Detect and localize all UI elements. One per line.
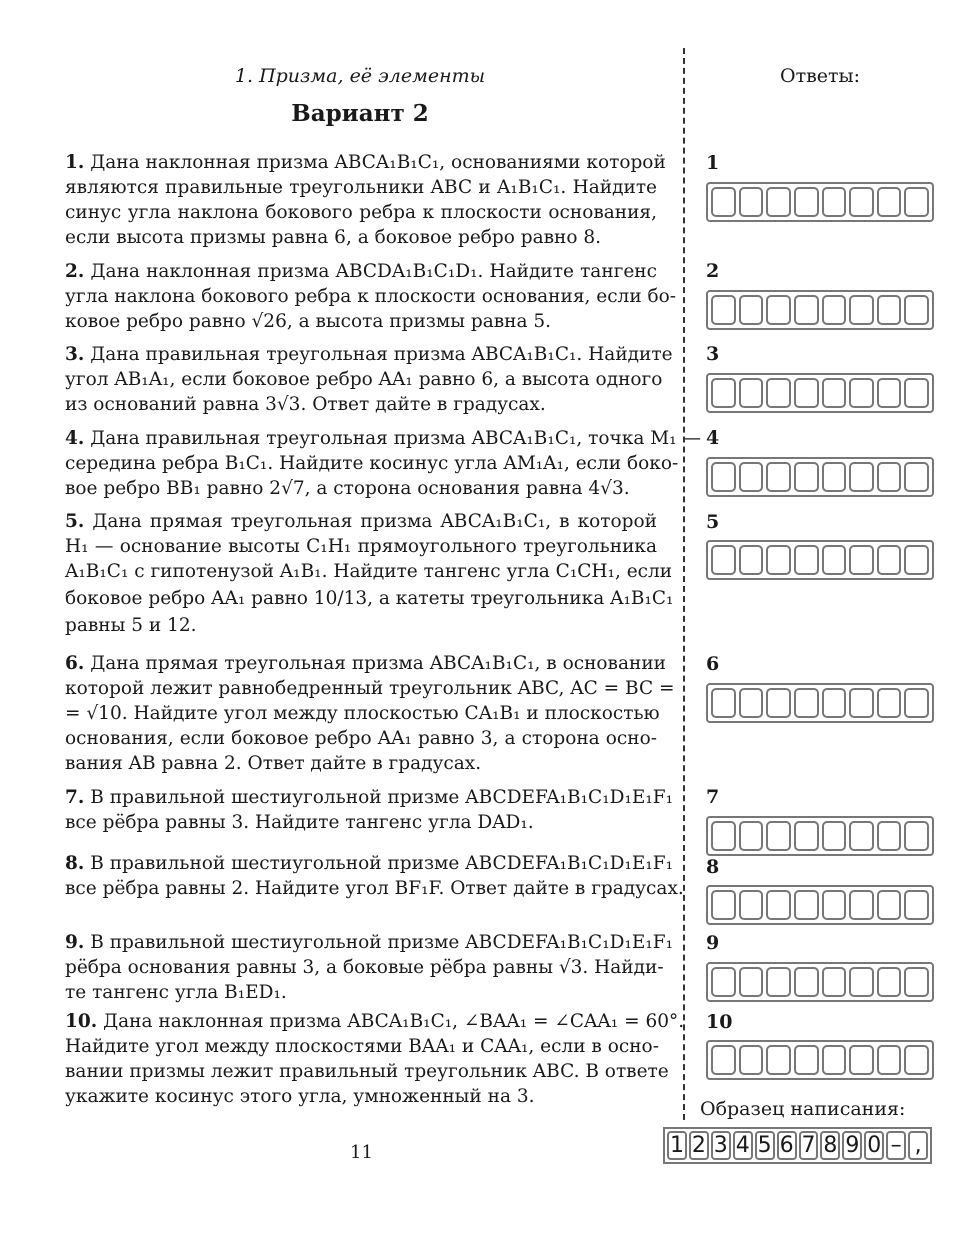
column-divider	[683, 48, 685, 1120]
task-line: те тангенс угла B₁ED₁.	[65, 982, 287, 1003]
task-9	[65, 930, 674, 1005]
task-line: угла наклона бокового ребра к плоскости основания, если бо-	[65, 286, 677, 307]
sample-char: 7	[799, 1131, 819, 1160]
task-line: боковое ребро AA₁ равно 10/13, а катеты треугольника A₁B₁C₁	[65, 588, 674, 609]
sample-char: 8	[820, 1131, 840, 1160]
task-line: рёбра основания равны 3, а боковые рёбра равны √3. Найди-	[65, 957, 664, 978]
answer-field-5[interactable]	[706, 540, 934, 580]
task-line: вое ребро BB₁ равно 2√7, а сторона основания равна 4√3.	[65, 478, 630, 499]
answer-field-9[interactable]	[706, 962, 934, 1002]
answer-label-1: 1	[706, 152, 720, 174]
task-line: Дана наклонная призма ABCA₁B₁C₁, ∠BAA₁ = ∠CAA₁ = 60°.	[103, 1011, 685, 1032]
sample-char: 6	[777, 1131, 797, 1160]
answer-field-1[interactable]	[706, 182, 934, 222]
section-title: 1. Призма, её элементы	[234, 65, 486, 87]
answers-title: Ответы:	[780, 65, 861, 87]
task-number: 4.	[65, 428, 85, 449]
task-5	[65, 509, 674, 638]
task-line: если высота призмы равна 6, а боковое ребро равно 8.	[65, 227, 602, 248]
sample-char: 5	[755, 1131, 775, 1160]
task-6	[65, 651, 675, 776]
sample-char: 4	[733, 1131, 753, 1160]
task-line: все рёбра равны 2. Найдите угол BF₁F. Ответ дайте в градусах.	[65, 878, 684, 899]
task-10	[65, 1009, 685, 1109]
answer-field-10[interactable]	[706, 1040, 934, 1080]
answer-field-7[interactable]	[706, 816, 934, 856]
task-2	[65, 259, 677, 334]
sample-char: ,	[908, 1131, 928, 1160]
sample-char: 3	[711, 1131, 731, 1160]
task-4	[65, 426, 701, 501]
task-line: Дана наклонная призма ABCA₁B₁C₁, основаниями которой	[90, 152, 666, 173]
task-number: 6.	[65, 653, 85, 674]
sample-char: –	[886, 1131, 906, 1160]
task-line: Дана прямая треугольная призма ABCA₁B₁C₁, в основании	[90, 653, 666, 674]
task-line: H₁ — основание высоты C₁H₁ прямоугольного треугольника	[65, 536, 657, 557]
answer-label-6: 6	[706, 653, 720, 675]
task-3	[65, 342, 673, 417]
task-number: 2.	[65, 261, 85, 282]
answer-field-6[interactable]	[706, 683, 934, 723]
task-line: Дана наклонная призма ABCDA₁B₁C₁D₁. Найдите тангенс	[90, 261, 657, 282]
answer-label-7: 7	[706, 786, 720, 808]
task-number: 9.	[65, 932, 85, 953]
page-number: 11	[350, 1142, 373, 1163]
sample-label: Образец написания:	[700, 1098, 906, 1120]
answer-label-9: 9	[706, 932, 720, 954]
task-line: Дана правильная треугольная призма ABCA₁B₁C₁. Найдите	[90, 344, 673, 365]
task-line: вании призмы лежит правильный треугольник ABC. В ответе	[65, 1061, 669, 1082]
task-line: равны 5 и 12.	[65, 615, 197, 636]
task-line: угол AB₁A₁, если боковое ребро AA₁ равно 6, а высота одного	[65, 369, 663, 390]
answer-label-10: 10	[706, 1011, 733, 1033]
answer-label-4: 4	[706, 427, 720, 449]
task-line: основания, если боковое ребро AA₁ равно 3, а сторона осно-	[65, 728, 657, 749]
task-7	[65, 785, 674, 835]
answer-field-2[interactable]	[706, 290, 934, 330]
task-line: укажите косинус этого угла, умноженный на 3.	[65, 1086, 535, 1107]
task-line: Найдите угол между плоскостями BAA₁ и CAA₁, если в осно-	[65, 1036, 659, 1057]
variant-title: Вариант 2	[291, 100, 429, 127]
task-number: 3.	[65, 344, 85, 365]
sample-char: 2	[689, 1131, 709, 1160]
task-8	[65, 851, 684, 901]
task-line: В правильной шестиугольной призме ABCDEFA₁B₁C₁D₁E₁F₁	[90, 932, 674, 953]
task-line: A₁B₁C₁ с гипотенузой A₁B₁. Найдите тангенс угла C₁CH₁, если	[65, 561, 673, 582]
task-number: 10.	[65, 1011, 98, 1032]
answer-label-8: 8	[706, 856, 720, 878]
task-number: 1.	[65, 152, 85, 173]
task-1	[65, 150, 666, 250]
sample-char: 0	[864, 1131, 884, 1160]
task-line: вания AB равна 2. Ответ дайте в градусах.	[65, 753, 482, 774]
task-number: 8.	[65, 853, 85, 874]
task-line: из оснований равна 3√3. Ответ дайте в градусах.	[65, 394, 546, 415]
task-line: которой лежит равнобедренный треугольник ABC, AC = BC =	[65, 678, 675, 699]
task-number: 5.	[65, 511, 85, 532]
answer-label-3: 3	[706, 343, 720, 365]
task-line: В правильной шестиугольной призме ABCDEFA₁B₁C₁D₁E₁F₁	[90, 787, 674, 808]
task-line: = √10. Найдите угол между плоскостью CA₁B₁ и плоскостью	[65, 703, 660, 724]
task-line: В правильной шестиугольной призме ABCDEFA₁B₁C₁D₁E₁F₁	[90, 853, 674, 874]
task-number: 7.	[65, 787, 85, 808]
task-line: середина ребра B₁C₁. Найдите косинус угла AM₁A₁, если боко-	[65, 453, 679, 474]
task-line: Дана прямая треугольная призма ABCA₁B₁C₁, в которой	[92, 511, 657, 532]
answer-field-8[interactable]	[706, 885, 934, 925]
sample-strip	[663, 1127, 932, 1164]
task-line: ковое ребро равно √26, а высота призмы равна 5.	[65, 311, 552, 332]
answer-field-4[interactable]	[706, 457, 934, 497]
answer-label-5: 5	[706, 511, 720, 533]
answer-field-3[interactable]	[706, 373, 934, 413]
sample-char: 9	[842, 1131, 862, 1160]
task-line: все рёбра равны 3. Найдите тангенс угла DAD₁.	[65, 812, 534, 833]
answer-label-2: 2	[706, 260, 720, 282]
task-line: являются правильные треугольники ABC и A₁B₁C₁. Найдите	[65, 177, 657, 198]
task-line: Дана правильная треугольная призма ABCA₁B₁C₁, точка M₁ —	[90, 428, 701, 449]
sample-char: 1	[667, 1131, 687, 1160]
task-line: синус угла наклона бокового ребра к плоскости основания,	[65, 202, 657, 223]
